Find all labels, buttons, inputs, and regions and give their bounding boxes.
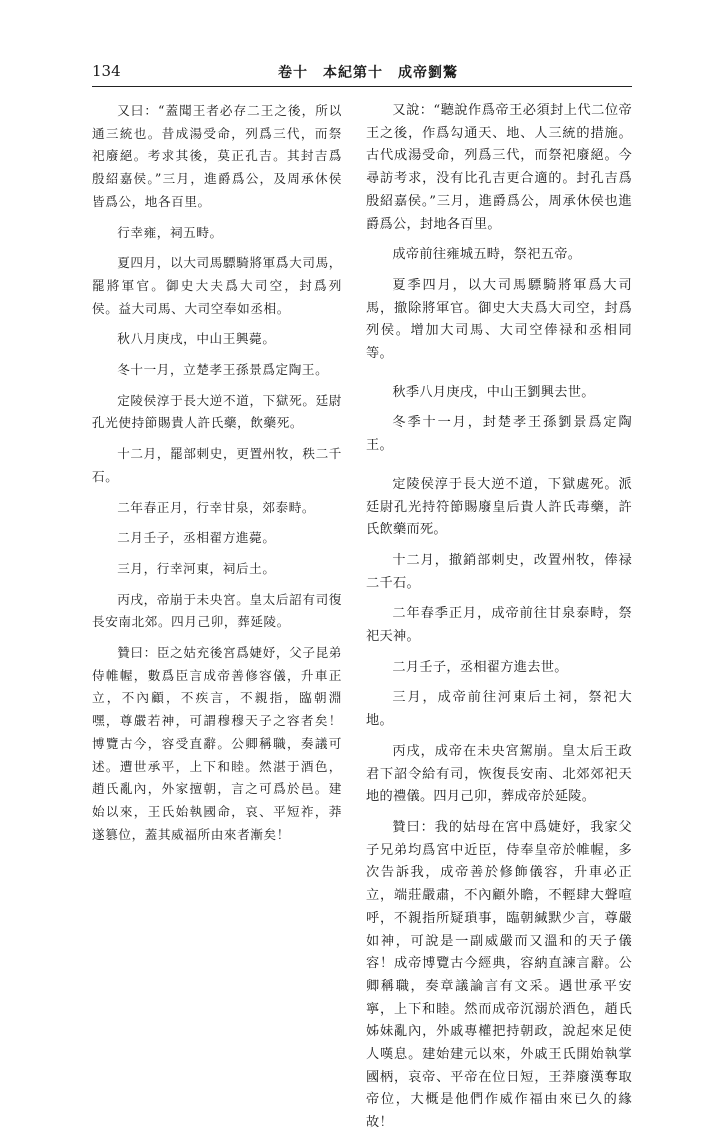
translation-paragraph: 又說：“聽說作爲帝王必須封上代二位帝王之後，作爲勾通天、地、人三統的措施。古代成湯受命，列爲三代，而祭祀廢絕。今尋訪考求，没有比孔吉更合適的。封孔吉爲殷紹嘉侯。”三月，進爵爲公，周承休侯也進爵爲公，封地各百里。 — [366, 103, 632, 232]
classical-paragraph: 夏四月，以大司馬驃騎將軍爲大司馬，罷將軍官。御史大夫爲大司空，封爲列侯。益大司馬、大司空奉如丞相。 — [92, 255, 342, 316]
translation-paragraph: 贊曰：我的姑母在宮中爲婕妤，我家父子兄弟均爲宮中近臣，侍奉皇帝於帷幄，多次告訴我，成帝善於修飾儀容，升車必正立，端莊嚴肅，不內顧外瞻，不輕肆大聲喧呼，不親指所疑瑣事，臨朝緘默少言，尊嚴如神，可說是一副威嚴而又溫和的天子儀容！成帝博覽古今經典，容納直諫言辭。公卿稱職，奏章議論言有文采。遇世承平安寧，上下和睦。然而成帝沉溺於酒色，趙氏姊妹亂內，外戚專權把持朝政，說起來足使人嘆息。建始建元以來，外戚王氏開始執掌國柄，哀帝、平帝在位日短，王莽廢漢奪取帝位，大概是他們作威作福由來已久的緣故！ — [366, 819, 632, 1131]
paragraph-gap — [366, 466, 632, 474]
translation-paragraph: 丙戌，成帝在未央宮駕崩。皇太后王政君下詔令給有司，恢復長安南、北郊郊祀天地的禮儀。四月己卯，葬成帝於延陵。 — [366, 743, 632, 805]
classical-paragraph: 十二月，罷部刺史，更置州牧，秩二千石。 — [92, 446, 342, 484]
translation-paragraph: 夏季四月，以大司馬驃騎將軍爲大司馬，撤除將軍官。御史大夫爲大司空，封爲列侯。增加大司馬、大司空俸禄和丞相同等。 — [366, 277, 632, 362]
running-head: 卷十 本紀第十 成帝劉驁 — [278, 65, 458, 81]
page-number: 134 — [92, 62, 121, 80]
translation-paragraph: 成帝前往雍城五畤，祭祀五帝。 — [392, 247, 582, 263]
translation-paragraph: 定陵侯淳于長大逆不道，下獄處死。派廷尉孔光持符節賜廢皇后貴人許氏毒藥，許氏飲藥而死。 — [366, 476, 632, 538]
translation-column — [366, 100, 632, 1143]
classical-paragraph: 秋八月庚戌，中山王興薨。 — [117, 331, 276, 347]
classical-paragraph: 二月壬子，丞相翟方進薨。 — [117, 530, 276, 546]
translation-paragraph: 冬季十一月，封楚孝王孫劉景爲定陶王。 — [366, 415, 632, 454]
header-rule — [92, 86, 632, 87]
classical-paragraph: 丙戌，帝崩于未央宮。皇太后詔有司復長安南北郊。四月己卯，葬延陵。 — [92, 591, 342, 630]
classical-paragraph: 贊曰：臣之姑充後宮爲婕妤，父子昆弟侍帷幄，數爲臣言成帝善修容儀，升車正立，不內顧，不疾言，不親指，臨朝淵嘿，尊嚴若神，可謂穆穆天子之容者矣！博覽古今，容受直辭。公卿稱職，奏議可述。遭世承平，上下和睦。然湛于酒色，趙氏亂內，外家擅朝，言之可爲於邑。建始以來，王氏始執國命，哀、平短祚，莽遂篡位，蓋其威福所由來者漸矣！ — [92, 645, 342, 842]
classical-paragraph: 定陵侯淳于長大逆不道，下獄死。廷尉孔光使持節賜貴人許氏藥，飲藥死。 — [92, 392, 342, 431]
classical-paragraph: 二年春正月，行幸甘泉，郊泰畤。 — [117, 499, 316, 515]
classical-text-column — [92, 100, 342, 854]
translation-paragraph: 二年春季正月，成帝前往甘泉泰畤，祭祀天神。 — [366, 606, 632, 645]
translation-paragraph: 秋季八月庚戌，中山王劉興去世。 — [392, 384, 595, 400]
translation-paragraph: 三月，成帝前往河東后土祠，祭祀大地。 — [366, 690, 632, 729]
classical-paragraph: 又曰：“蓋聞王者必存二王之後，所以通三統也。昔成湯受命，列爲三代，而祭祀廢絕。考求其後，莫正孔吉。其封吉爲殷紹嘉侯。”三月，進爵爲公，及周承休侯皆爲公，地各百里。 — [92, 103, 342, 209]
classical-paragraph: 行幸雍，祠五畤。 — [117, 224, 223, 240]
classical-paragraph: 冬十一月，立楚孝王孫景爲定陶王。 — [117, 362, 329, 378]
translation-paragraph: 二月壬子，丞相翟方進去世。 — [392, 659, 568, 675]
translation-paragraph: 十二月，撤銷部刺史，改置州牧，俸禄二千石。 — [366, 552, 632, 591]
paragraph-gap — [366, 374, 632, 382]
classical-paragraph: 三月，行幸河東，祠后土。 — [117, 560, 276, 576]
page-header — [92, 60, 632, 84]
